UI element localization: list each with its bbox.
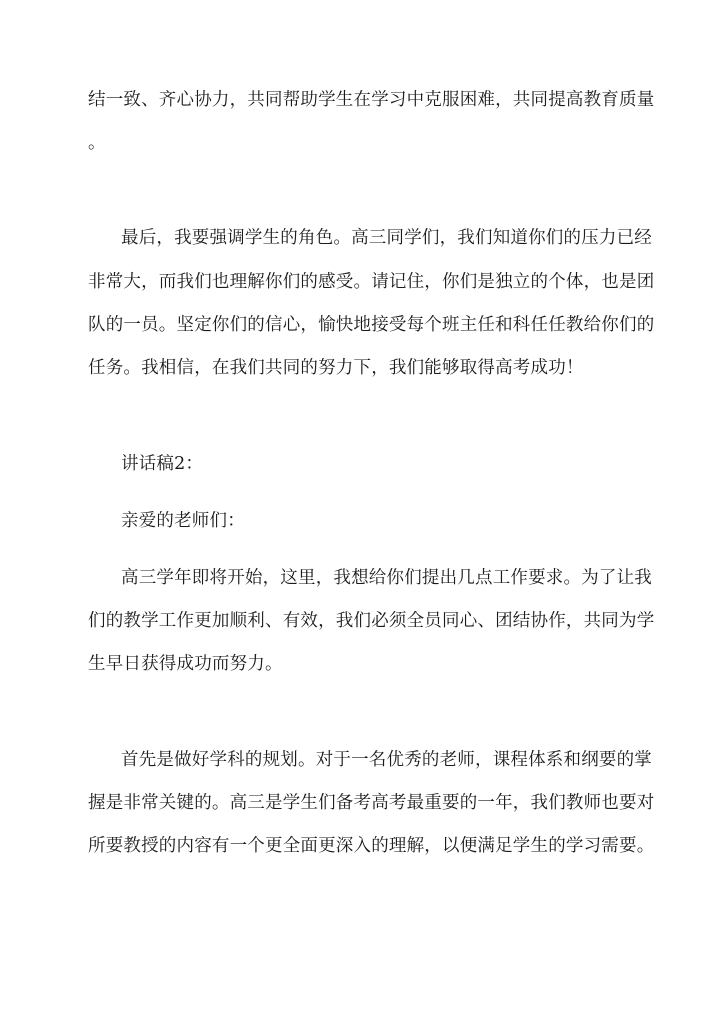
salutation: 亲爱的老师们：	[121, 511, 245, 531]
paragraph-start: 首先是做好学科的规划。对于一名优秀的老师，课程体系和纲要的掌	[121, 750, 652, 770]
speech-heading: 讲话稿2：	[121, 454, 204, 474]
text-line: 队的一员。坚定你们的信心，愉快地接受每个班主任和科任任教给你们的	[88, 315, 655, 335]
text-line: 握是非常关键的。高三是学生们备考高考最重要的一年，我们教师也要对	[88, 793, 655, 813]
text-line: 任务。我相信，在我们共同的努力下，我们能够取得高考成功！	[88, 358, 584, 378]
text-line: 生早日获得成功而努力。	[88, 654, 283, 674]
text-line: 。	[88, 133, 106, 153]
text-line: 结一致、齐心协力，共同帮助学生在学习中克服困难，共同提高教育质量	[88, 90, 655, 110]
text-line: 们的教学工作更加顺利、有效，我们必须全员同心、团结协作，共同为学	[88, 611, 655, 631]
paragraph-start: 高三学年即将开始，这里，我想给你们提出几点工作要求。为了让我	[121, 568, 652, 588]
text-line: 非常大，而我们也理解你们的感受。请记住，你们是独立的个体，也是团	[88, 272, 655, 292]
paragraph-start: 最后，我要强调学生的角色。高三同学们，我们知道你们的压力已经	[121, 228, 652, 248]
text-line: 所要教授的内容有一个更全面更深入的理解，以便满足学生的学习需要。	[88, 836, 655, 856]
